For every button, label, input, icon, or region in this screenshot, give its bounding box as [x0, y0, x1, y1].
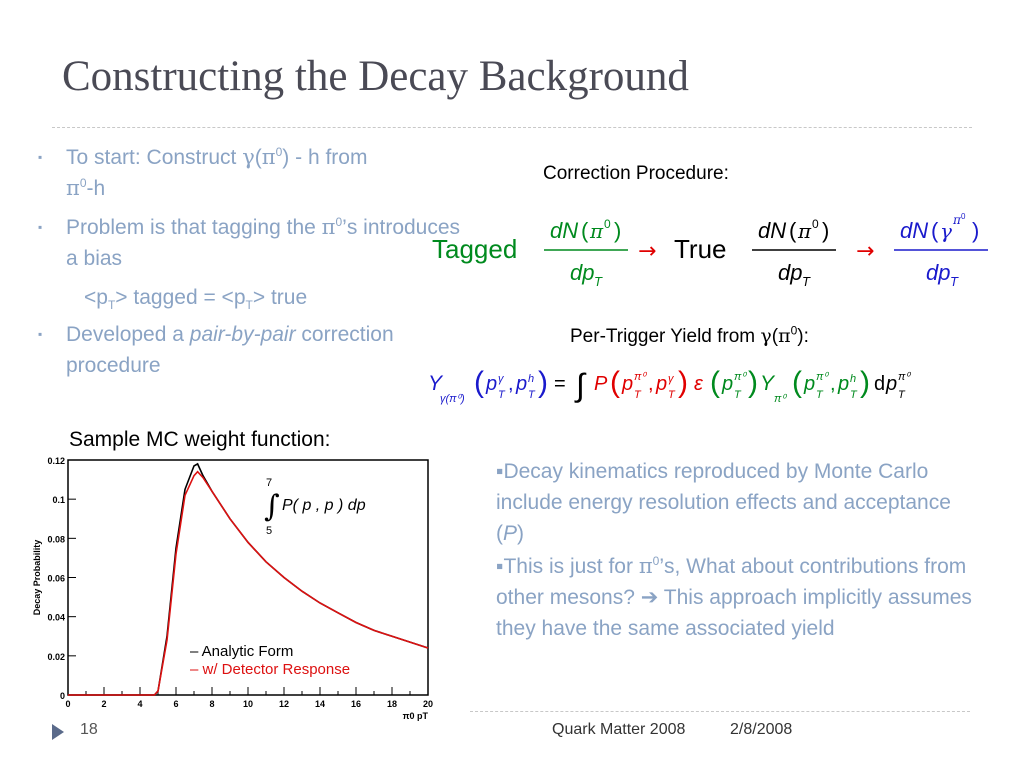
svg-text:0: 0 [604, 217, 611, 231]
svg-text:dN: dN [758, 218, 787, 243]
tagged-label: Tagged [432, 234, 518, 264]
pi-symbol: π [261, 145, 276, 169]
svg-text:ε: ε [694, 373, 703, 395]
page-number: 18 [80, 721, 98, 738]
decay-probability-chart [28, 452, 440, 724]
x-tick-label: 12 [278, 699, 290, 709]
y-axis-label: Decay Probability [32, 539, 42, 616]
svg-text:(: ( [581, 218, 589, 243]
legend-analytic: – Analytic Form [190, 643, 294, 660]
svg-text:): ) [860, 366, 870, 399]
footer-conference: Quark Matter 2008 [552, 721, 686, 738]
arrow-1: → [638, 239, 657, 264]
legend-detector: – w/ Detector Response [190, 661, 351, 678]
svg-text:): ) [538, 366, 548, 399]
bullet-text: correction procedure [66, 323, 394, 377]
svg-text:): ) [972, 218, 980, 243]
svg-text:): ) [748, 366, 758, 399]
y-tick-label: 0 [59, 691, 65, 701]
svg-text:(: ( [610, 366, 620, 399]
svg-text:π: π [798, 219, 812, 243]
svg-text:π: π [953, 213, 961, 227]
title-divider [52, 127, 972, 128]
svg-text:(: ( [710, 366, 720, 399]
svg-text:p: p [516, 373, 528, 395]
svg-text:P: P [594, 373, 608, 395]
svg-text:T: T [802, 274, 810, 289]
svg-text:p: p [838, 373, 850, 395]
label-text: ): [797, 326, 809, 347]
x-tick-label: 2 [101, 699, 107, 709]
x-tick-label: 8 [209, 699, 215, 709]
svg-text:T: T [950, 274, 958, 289]
bullet-item-developed [36, 319, 476, 381]
right-bullet-kinematics [496, 456, 976, 549]
sub-bullet-pt [36, 282, 476, 313]
svg-text:dp: dp [570, 260, 595, 285]
svg-text:(: ( [931, 218, 939, 243]
x-tick-label: 6 [173, 699, 179, 709]
y-tick-label: 0.08 [47, 534, 65, 545]
svg-text:dp: dp [778, 260, 803, 285]
true-label: True [674, 234, 727, 264]
svg-text:(: ( [474, 366, 484, 399]
svg-text:0: 0 [961, 212, 966, 221]
svg-text:π⁰: π⁰ [898, 371, 910, 383]
superscript: 0 [275, 145, 283, 159]
svg-text:T: T [634, 389, 641, 401]
y-tick-label: 0.02 [47, 651, 65, 662]
gamma-fraction [894, 212, 988, 289]
svg-text:d: d [874, 373, 886, 395]
footer-divider [470, 711, 970, 712]
bullet-text: ( [254, 146, 262, 169]
svg-text:h: h [528, 373, 535, 385]
superscript: 0 [652, 554, 660, 568]
bullet-text: To start: Construct [66, 146, 243, 169]
bullet-text: ▪This is just for [496, 555, 639, 578]
x-tick-label: 14 [314, 699, 326, 709]
svg-text:dp: dp [926, 260, 951, 285]
label-text: ( [771, 326, 779, 347]
svg-text:): ) [614, 218, 622, 243]
svg-text:h: h [850, 373, 857, 385]
bullet-item-start [36, 142, 476, 204]
bullet-text: > true [252, 286, 308, 309]
svg-text:T: T [816, 389, 823, 401]
svg-text:π⁰: π⁰ [734, 371, 746, 383]
svg-text:γ: γ [940, 219, 952, 243]
svg-text:): ) [678, 366, 688, 399]
x-tick-label: 10 [242, 699, 254, 709]
svg-text:p: p [486, 373, 498, 395]
y-tick-label: 0.04 [47, 612, 65, 623]
bullet-italic-text: pair-by-pair [189, 323, 296, 346]
svg-text:∫: ∫ [576, 367, 585, 403]
x-tick-label: 4 [137, 699, 143, 709]
integral-expression: P( p , p ) dp [282, 497, 366, 514]
bullet-text: <p [84, 286, 108, 309]
svg-text:T: T [734, 389, 741, 401]
integral-lower-limit: 5 [266, 525, 273, 537]
svg-text:dN: dN [900, 218, 929, 243]
svg-text:p: p [804, 373, 816, 395]
x-tick-label: 0 [65, 699, 71, 709]
svg-text:π: π [590, 219, 604, 243]
bullet-text: ) [517, 522, 525, 545]
pi-symbol: π [66, 176, 80, 200]
bullet-list [36, 142, 476, 389]
true-fraction [752, 217, 836, 289]
yield-equation [420, 362, 1010, 412]
pi-symbol: π [638, 554, 653, 578]
svg-text:0: 0 [812, 217, 819, 231]
svg-text:T: T [498, 389, 505, 401]
superscript: 0 [790, 323, 798, 338]
superscript: 0 [335, 215, 343, 229]
svg-text:(: ( [792, 366, 802, 399]
correction-equation [432, 208, 1012, 298]
svg-text:γ(π⁰): γ(π⁰) [440, 393, 465, 405]
svg-text:π⁰: π⁰ [816, 371, 828, 383]
bullet-italic-text: P [503, 522, 518, 545]
svg-text:T: T [594, 274, 602, 289]
svg-text:T: T [528, 389, 535, 401]
correction-procedure-label: Correction Procedure: [543, 163, 729, 184]
bullet-text: Developed a [66, 323, 190, 346]
gamma-symbol: γ [242, 145, 255, 169]
x-tick-label: 20 [422, 699, 434, 709]
y-tick-label: 0.1 [52, 495, 65, 506]
bullet-text: Problem is that tagging the [66, 216, 322, 239]
svg-text:T: T [850, 389, 857, 401]
bullet-text: ’s introduces a bias [66, 216, 461, 270]
svg-text:T: T [898, 389, 905, 401]
slide-title: Constructing the Decay Background [62, 53, 689, 100]
sample-mc-label: Sample MC weight function: [69, 428, 331, 451]
svg-text:p: p [622, 373, 634, 395]
y-tick-label: 0.06 [47, 573, 65, 584]
footer-date: 2/8/2008 [730, 721, 793, 738]
bullet-text: ▪Decay kinematics reproduced by Monte Carlo include energy resolution effects and acceptance ( [496, 460, 951, 545]
label-text: Per-Trigger Yield from [570, 326, 761, 347]
svg-text:γ: γ [498, 373, 504, 385]
superscript: 0 [79, 176, 87, 190]
svg-text:(: ( [789, 218, 797, 243]
svg-text:T: T [668, 389, 675, 401]
per-trigger-label [570, 325, 809, 348]
svg-text:p: p [722, 373, 734, 395]
svg-text:Y: Y [760, 372, 775, 395]
tagged-fraction [544, 217, 628, 289]
svg-text:π⁰: π⁰ [774, 393, 786, 405]
bullet-text: -h [86, 177, 106, 200]
arrow-2: → [856, 239, 875, 264]
svg-text:p: p [656, 373, 668, 395]
svg-text:,: , [830, 373, 836, 395]
gamma-symbol: γ [760, 325, 772, 347]
svg-text:): ) [822, 218, 830, 243]
right-bullet-mesons [496, 551, 976, 644]
svg-text:p: p [886, 373, 898, 395]
x-axis-label: π0 pT [402, 711, 428, 721]
integral-upper-limit: 7 [266, 477, 273, 489]
svg-text:,: , [508, 373, 514, 395]
pi-symbol: π [321, 215, 336, 239]
svg-text:π⁰: π⁰ [634, 371, 646, 383]
right-bullet-list [496, 456, 976, 646]
svg-text:Y: Y [428, 372, 443, 395]
bullet-text: ) - h from [282, 146, 368, 169]
bullet-item-problem [36, 212, 476, 274]
play-arrow-icon [52, 724, 64, 740]
svg-text:,: , [648, 373, 654, 395]
bullet-text: ’s, What about contributions from other mesons? ➔ This approach implicitly assumes they have the same associated yield [496, 555, 972, 640]
svg-text:γ: γ [668, 373, 674, 385]
svg-text:=: = [554, 373, 566, 395]
y-tick-label: 0.12 [47, 456, 65, 466]
x-tick-label: 16 [350, 699, 362, 709]
subscript: T [245, 298, 253, 313]
bullet-text: > tagged = <p [115, 286, 246, 309]
pi-symbol: π [778, 325, 791, 347]
integral-sign: ∫ [264, 489, 280, 524]
svg-text:dN: dN [550, 218, 579, 243]
subscript: T [107, 298, 116, 313]
x-tick-label: 18 [386, 699, 398, 709]
